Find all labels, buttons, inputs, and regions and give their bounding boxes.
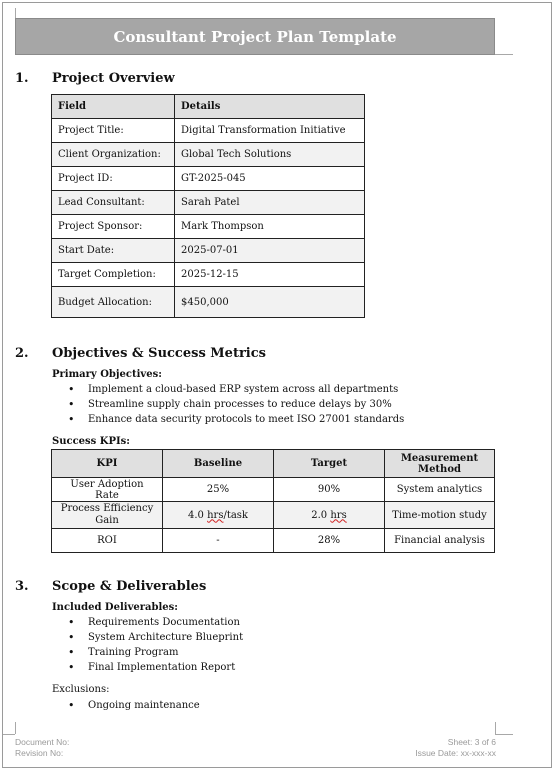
list-item: • Requirements Documentation: [52, 615, 243, 630]
section-heading-2: [15, 346, 315, 362]
header-field: Field: [52, 95, 175, 119]
table-row: [52, 287, 365, 318]
field-label: Start Date:: [52, 239, 175, 263]
header-kpi: KPI: [52, 450, 163, 478]
included-deliverables-label: Included Deliverables:: [52, 602, 178, 613]
field-value: Global Tech Solutions: [175, 143, 365, 167]
kpi-target: 28%: [274, 529, 385, 553]
field-value: 2025-12-15: [175, 263, 365, 287]
crop-mark-bottom-right-v: [495, 722, 496, 734]
footer-left: [15, 737, 69, 759]
kpi-target: 90%: [274, 478, 385, 502]
list-item: • Enhance data security protocols to meet ISO 27001 standards: [52, 412, 404, 427]
kpi-baseline: 4.0 hrs/task: [163, 502, 274, 529]
sheet-number: Sheet: 3 of 6: [447, 737, 496, 747]
table-row: [52, 478, 495, 502]
table-row: [52, 502, 495, 529]
kpi-method: Financial analysis: [385, 529, 495, 553]
footer-right: [415, 737, 496, 759]
header-baseline: Baseline: [163, 450, 274, 478]
list-item: • Streamline supply chain processes to reduce delays by 30%: [52, 397, 404, 412]
list-item: • Ongoing maintenance: [52, 698, 200, 713]
table-row: [52, 239, 365, 263]
field-value: 2025-07-01: [175, 239, 365, 263]
table-row: [52, 529, 495, 553]
table-header-row: [52, 450, 495, 478]
field-label: Target Completion:: [52, 263, 175, 287]
field-label: Budget Allocation:: [52, 287, 175, 318]
kpi-baseline: -: [163, 529, 274, 553]
crop-mark-bottom-left-v: [15, 722, 16, 734]
kpi-table: [51, 449, 495, 553]
document-title: Consultant Project Plan Template: [15, 18, 495, 55]
exclusions-list: [52, 698, 200, 713]
section-heading-3: [15, 579, 315, 595]
section-number: 3.: [15, 579, 29, 594]
kpi-name: ROI: [52, 529, 163, 553]
list-item: • System Architecture Blueprint: [52, 630, 243, 645]
table-row: [52, 191, 365, 215]
field-value: $450,000: [175, 287, 365, 318]
table-row: [52, 263, 365, 287]
section-number: 2.: [15, 346, 29, 361]
field-label: Client Organization:: [52, 143, 175, 167]
exclusions-label: Exclusions:: [52, 684, 110, 695]
issue-date: Issue Date: xx-xxx-xx: [415, 748, 496, 758]
section-title: Scope & Deliverables: [52, 579, 207, 594]
section-heading-1: [15, 71, 315, 87]
crop-mark-bottom-right-h: [495, 734, 513, 735]
field-value: Sarah Patel: [175, 191, 365, 215]
field-label: Lead Consultant:: [52, 191, 175, 215]
revision-number: Revision No:: [15, 748, 64, 758]
list-item: • Final Implementation Report: [52, 660, 243, 675]
field-label: Project ID:: [52, 167, 175, 191]
field-value: Digital Transformation Initiative: [175, 119, 365, 143]
spellcheck-underline: hrs: [330, 509, 347, 521]
header-measurement-method: Measurement Method: [385, 450, 495, 478]
objectives-list: [52, 382, 404, 427]
project-overview-table: [51, 94, 365, 318]
kpi-name: User Adoption Rate: [52, 478, 163, 502]
kpi-method: Time-motion study: [385, 502, 495, 529]
crop-mark-top-right-h: [495, 54, 513, 55]
list-item: • Implement a cloud-based ERP system across all departments: [52, 382, 404, 397]
document-number: Document No:: [15, 737, 70, 747]
crop-mark-bottom-left-h: [3, 734, 15, 735]
primary-objectives-label: Primary Objectives:: [52, 369, 162, 380]
section-title: Objectives & Success Metrics: [52, 346, 266, 361]
list-item: • Training Program: [52, 645, 243, 660]
table-row: [52, 143, 365, 167]
table-header-row: [52, 95, 365, 119]
section-number: 1.: [15, 71, 29, 86]
kpi-name: Process Efficiency Gain: [52, 502, 163, 529]
kpi-target: 2.0 hrs: [274, 502, 385, 529]
field-value: Mark Thompson: [175, 215, 365, 239]
kpi-baseline: 25%: [163, 478, 274, 502]
success-kpis-label: Success KPIs:: [52, 436, 130, 447]
header-target: Target: [274, 450, 385, 478]
field-value: GT-2025-045: [175, 167, 365, 191]
field-label: Project Sponsor:: [52, 215, 175, 239]
field-label: Project Title:: [52, 119, 175, 143]
deliverables-list: [52, 615, 243, 675]
table-row: [52, 215, 365, 239]
kpi-method: System analytics: [385, 478, 495, 502]
crop-mark-top-left: [15, 8, 16, 18]
table-row: [52, 167, 365, 191]
header-details: Details: [175, 95, 365, 119]
table-row: [52, 119, 365, 143]
section-title: Project Overview: [52, 71, 175, 86]
spellcheck-underline: hrs: [207, 509, 224, 521]
